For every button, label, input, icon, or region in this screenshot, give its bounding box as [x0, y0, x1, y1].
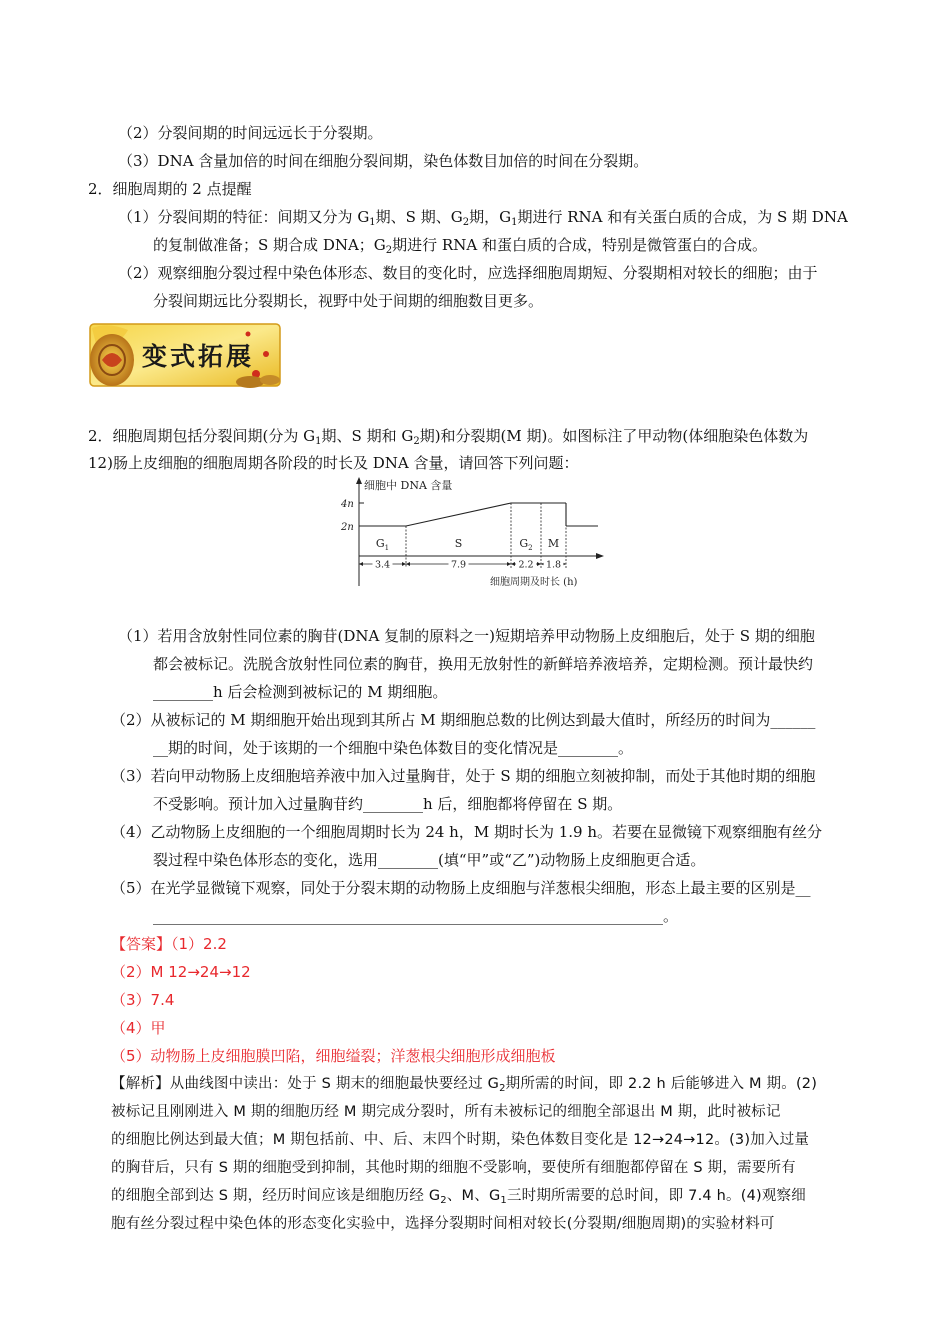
sub-question: 都会被标记。洗脱含放射性同位素的胸苷，换用无放射性的新鲜培养液培养，定期检测。预计最快约	[153, 655, 814, 673]
section-heading: 2．细胞周期的 2 点提醒	[88, 180, 252, 198]
y-tick-2n: 2n	[341, 522, 354, 533]
answer-line: （3）7.4	[111, 991, 175, 1009]
y-axis-arrow	[356, 477, 362, 484]
sub-question: （5）在光学显微镜下观察，同处于分裂末期的动物肠上皮细胞与洋葱根尖细胞，形态上最主要的区别是__	[111, 879, 811, 897]
banner-title: 变式拓展	[141, 342, 255, 371]
duration-label-g1: 3.4	[374, 559, 391, 571]
x-axis-arrow	[596, 553, 604, 559]
explanation-line: 的细胞比例达到最大值；M 期包括前、中、后、末四个时期，染色体数目变化是 12→24→12。(3)加入过量	[111, 1132, 810, 1148]
phase-label-s: S	[454, 537, 463, 550]
duration-arrow	[402, 562, 406, 566]
duration-label-s: 7.9	[450, 559, 467, 571]
section-banner	[88, 318, 282, 390]
x-axis-label: 细胞周期及时长 (h)	[490, 577, 578, 588]
duration-arrow	[507, 562, 511, 566]
dna-curve	[359, 503, 566, 526]
explanation-line: 的胸苷后，只有 S 期的细胞受到抑制，其他时期的细胞不受影响，要使所有细胞都停留在 S 期，需要所有	[111, 1160, 796, 1176]
text-line: 的复制做准备；S 期合成 DNA；$G_2$期进行 RNA 和蛋白质的合成，特别是微管蛋白的合成。	[153, 236, 767, 256]
chart-title: 细胞中 DNA 含量	[364, 479, 453, 492]
question-stem: 12)肠上皮细胞的细胞周期各阶段的时长及 DNA 含量，请回答下列问题：	[88, 454, 579, 472]
sub-question: 不受影响。预计加入过量胸苷约________h 后，细胞都将停留在 S 期。	[153, 795, 623, 813]
answer-line: （5）动物肠上皮细胞膜凹陷，细胞缢裂；洋葱根尖细胞形成细胞板	[111, 1047, 556, 1065]
duration-arrow	[359, 562, 363, 566]
duration-label-g2: 2.2	[518, 559, 534, 571]
answer-line: （2）M 12→24→12	[111, 963, 251, 981]
sub-question: （4）乙动物肠上皮细胞的一个细胞周期时长为 24 h，M 期时长为 1.9 h。若要在显微镜下观察细胞有丝分	[111, 823, 823, 841]
dna-content-chart	[338, 474, 618, 594]
text-line: 分裂间期远比分裂期长，视野中处于间期的细胞数目更多。	[153, 292, 544, 310]
explanation-line: 【解析】从曲线图中读出：处于 S 期末的细胞最快要经过 $G_2$期所需的时间，即 2.2 h 后能够进入 M 期。(2)	[111, 1076, 818, 1094]
sub-question: （3）若向甲动物肠上皮细胞培养液中加入过量胸苷，处于 S 期的细胞立刻被抑制，而处于其他时期的细胞	[111, 767, 816, 785]
text-line: （2）分裂间期的时间远远长于分裂期。	[118, 124, 383, 142]
duration-arrow	[406, 562, 410, 566]
text-line: （3）DNA 含量加倍的时间在细胞分裂间期，染色体数目加倍的时间在分裂期。	[118, 152, 649, 170]
phase-label-g2: $G_2$	[519, 537, 533, 552]
duration-arrow	[511, 562, 515, 566]
question-stem: 2．细胞周期包括分裂间期(分为 $G_1$期、S 期和 $G_2$期)和分裂期(M 期)。如图标注了甲动物(体细胞染色体数为	[88, 427, 809, 447]
duration-label-m: 1.8	[545, 559, 562, 571]
explanation-line: 被标记且刚刚进入 M 期的细胞历经 M 期完成分裂时，所有未被标记的细胞全部退出 M 期，此时被标记	[111, 1104, 781, 1120]
text-line: （1）分裂间期的特征：间期又分为 $G_1$期、S 期、$G_2$期，$G_1$期进行 RNA 和有关蛋白质的合成，为 S 期 DNA	[118, 208, 848, 228]
sub-question: __期的时间，处于该期的一个细胞中染色体数目的变化情况是________。	[153, 739, 634, 757]
sub-question: ____________________________________________________________________。	[153, 907, 679, 925]
phase-label-g1: $G_1$	[375, 537, 390, 552]
y-tick-4n: 4n	[341, 499, 354, 510]
explanation-line: 的细胞全部到达 S 期，经历时间应该是细胞历经 $G_2$、M、$G_1$三时期所需要的总时间，即 7.4 h。(4)观察细	[111, 1188, 806, 1206]
text-line: （2）观察细胞分裂过程中染色体形态、数目的变化时，应选择细胞周期短、分裂期相对较长的细胞；由于	[118, 264, 818, 282]
sub-question: （1）若用含放射性同位素的胸苷(DNA 复制的原料之一)短期培养甲动物肠上皮细胞后，处于 S 期的细胞	[118, 627, 815, 645]
sub-question: （2）从被标记的 M 期细胞开始出现到其所占 M 期细胞总数的比例达到最大值时，所经历的时间为______	[111, 711, 816, 729]
phase-label-m: M	[547, 537, 560, 550]
sub-question: ________h 后会检测到被标记的 M 期细胞。	[153, 683, 448, 701]
sub-question: 裂过程中染色体形态的变化，选用________(填“甲”或“乙”)动物肠上皮细胞更合适。	[153, 851, 706, 869]
answer-line: 【答案】（1）2.2	[111, 935, 227, 953]
answer-line: （4）甲	[111, 1019, 166, 1037]
duration-arrow	[537, 562, 541, 566]
explanation-line: 胞有丝分裂过程中染色体的形态变化实验中，选择分裂期时间相对较长(分裂期/细胞周期)的实验材料可	[111, 1216, 775, 1232]
